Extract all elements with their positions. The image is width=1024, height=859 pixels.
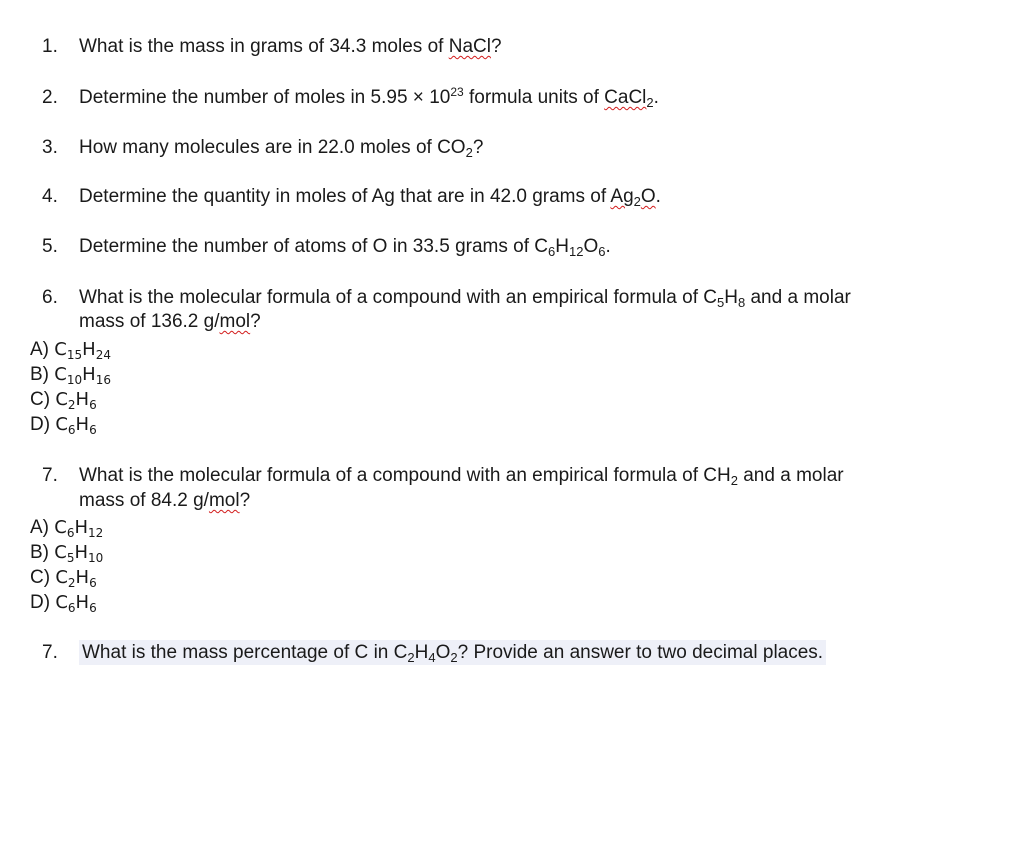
- option-c: C) $C_2H_6$: [30, 567, 97, 590]
- question-text: What is the mass in grams of 34.3 moles of NaCl?: [79, 36, 502, 57]
- question-number: 6.: [42, 287, 58, 308]
- option-d: D) $C_6H_6$: [30, 592, 97, 615]
- question-4: [42, 185, 661, 209]
- question-7a-options: [30, 515, 103, 615]
- question-text: Determine the quantity in moles of Ag that are in 42.0 grams of $Ag_2O$.: [79, 186, 661, 209]
- question-text: Determine the number of atoms of O in 33.5 grams of $C_6H_{12}O_6$.: [79, 236, 611, 259]
- question-7a: [42, 464, 844, 488]
- question-3: [42, 136, 483, 160]
- question-7a-continuation: [79, 489, 250, 513]
- question-number: 4.: [42, 186, 58, 207]
- question-1: [42, 35, 502, 59]
- question-number: 2.: [42, 87, 58, 108]
- question-number: 7.: [42, 642, 58, 663]
- question-5: [42, 235, 611, 259]
- question-text-line2: mass of 136.2 g/mol?: [79, 311, 261, 332]
- question-text: What is the molecular formula of a compound with an empirical formula of $C_5H_8$ and a molar: [79, 287, 851, 310]
- option-a: A) $C_6H_{12}$: [30, 517, 104, 540]
- option-c: C) $C_2H_6$: [30, 389, 97, 412]
- option-d: D) $C_6H_6$: [30, 414, 97, 437]
- question-number: 3.: [42, 137, 58, 158]
- question-text: What is the mass percentage of C in $C_2H_4O_2$? Provide an answer to two decimal places.: [79, 640, 826, 665]
- option-a: A) $C_{15}H_{24}$: [30, 339, 111, 362]
- question-6-options: [30, 337, 111, 437]
- question-2: [42, 86, 659, 110]
- option-b: B) $C_5H_{10}$: [30, 542, 104, 565]
- question-text-line2: mass of 84.2 g/mol?: [79, 490, 251, 511]
- question-number: 1.: [42, 36, 58, 57]
- question-number: 5.: [42, 236, 58, 257]
- question-text: What is the molecular formula of a compound with an empirical formula of $CH_2$ and a molar: [79, 465, 844, 488]
- question-text: How many molecules are in 22.0 moles of $CO_2$?: [79, 137, 484, 160]
- question-6-continuation: [79, 310, 261, 334]
- question-number: 7.: [42, 465, 58, 486]
- question-text: Determine the number of moles in $5.95 \times 10^{23}$ formula units of CaCl$_2$.: [79, 85, 659, 110]
- option-b: B) $C_{10}H_{16}$: [30, 364, 111, 387]
- question-7b: [42, 641, 826, 665]
- question-6: [42, 286, 851, 310]
